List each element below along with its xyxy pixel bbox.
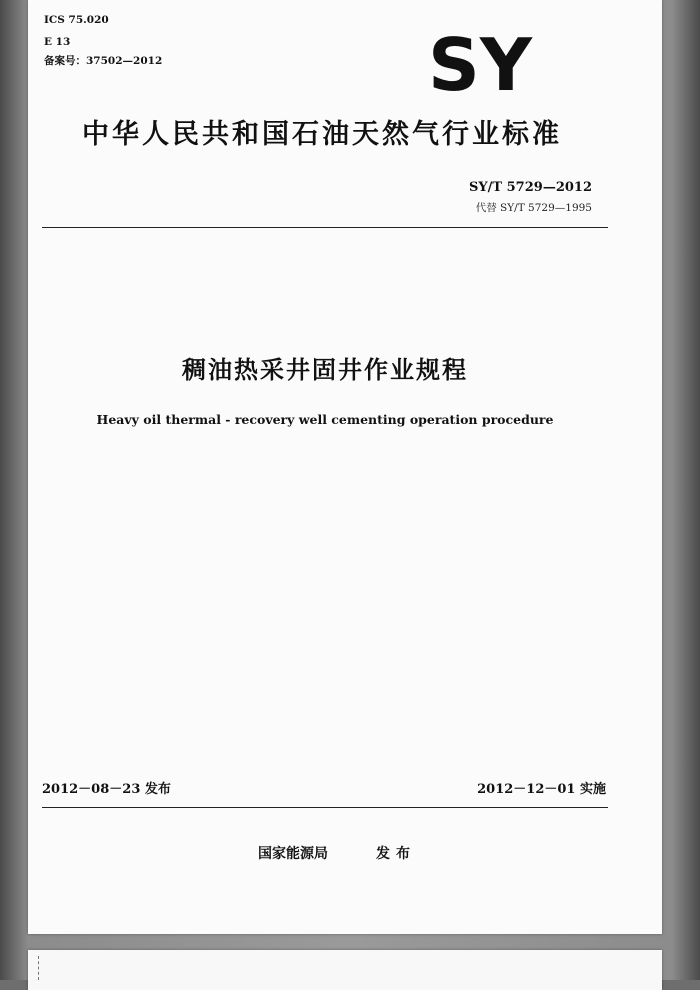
filing-number: 备案号：37502—2012 bbox=[44, 55, 163, 67]
sy-logo-text: SY bbox=[428, 28, 532, 98]
next-page-edge bbox=[28, 950, 662, 990]
standard-category: 中华人民共和国石油天然气行业标准 bbox=[82, 119, 562, 150]
ccs-code: E 13 bbox=[44, 36, 71, 48]
sy-logo bbox=[418, 28, 543, 98]
issuer: 国家能源局 bbox=[258, 846, 328, 862]
page-margin-mark bbox=[38, 956, 40, 980]
document-title-english: Heavy oil thermal - recovery well cementing operation procedure bbox=[96, 412, 554, 427]
bottom-divider bbox=[42, 807, 608, 808]
replaces-note: 代替 SY/T 5729—1995 bbox=[475, 202, 592, 214]
implement-date: 2012－12－01 实施 bbox=[477, 782, 606, 797]
ics-code: ICS 75.020 bbox=[44, 14, 109, 26]
standard-code: SY/T 5729—2012 bbox=[469, 180, 592, 195]
publish-date: 2012－08－23 发布 bbox=[42, 782, 171, 797]
document-page bbox=[28, 0, 662, 934]
issue-label: 发布 bbox=[376, 846, 416, 862]
top-divider bbox=[42, 227, 608, 228]
document-title: 稠油热采井固井作业规程 bbox=[182, 356, 468, 384]
